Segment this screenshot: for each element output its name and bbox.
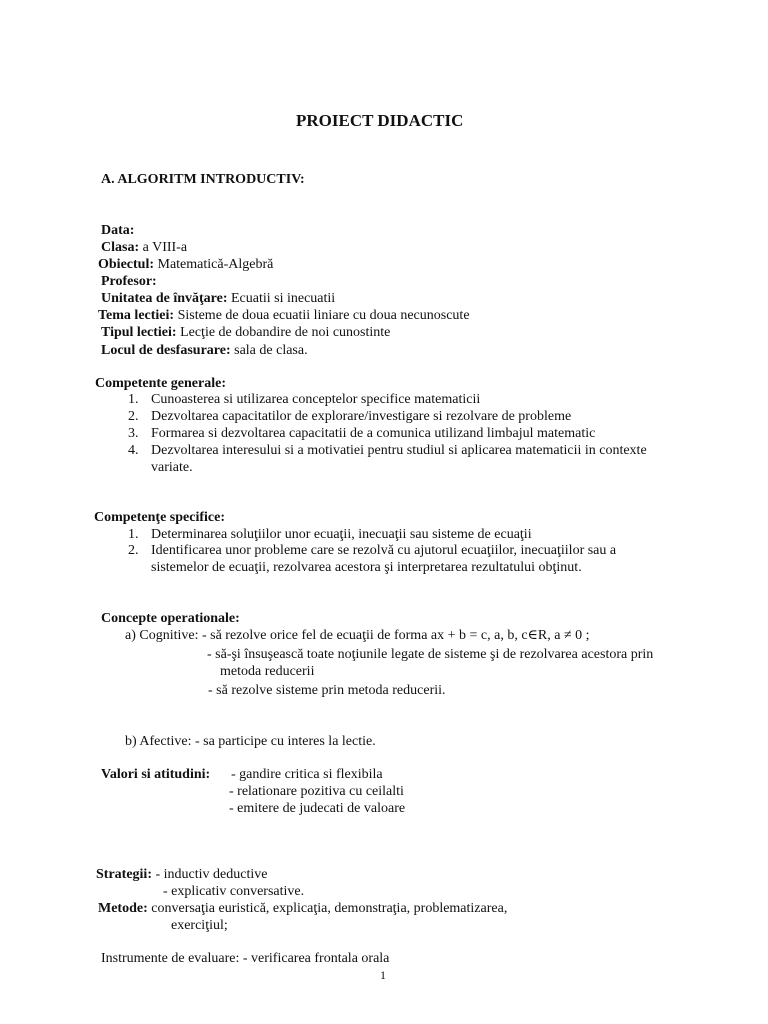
unitatea-label: Unitatea de învăţare: [101, 291, 228, 306]
list-item-num: 2. [128, 409, 139, 424]
clasa-label: Clasa: [101, 240, 140, 255]
valori-item: - relationare pozitiva cu ceilalti [229, 784, 404, 799]
locul-line [101, 342, 308, 359]
list-item-num: 3. [128, 426, 139, 441]
list-item: Dezvoltarea interesului si a motivatiei pentru studiul si aplicarea matematicii in contexte [151, 443, 647, 458]
obiectul-label: Obiectul: [98, 257, 154, 272]
list-item-continuation: variate. [151, 460, 193, 475]
competente-specifice-heading: Competenţe specifice: [94, 510, 226, 525]
tipul-value: Lecţie de dobandire de noi cunostinte [176, 325, 391, 340]
list-item-num: 4. [128, 443, 139, 458]
metode-label: Metode: [98, 901, 148, 916]
list-item: Identificarea unor probleme care se rezolvă cu ajutorul ecuaţiilor, inecuaţiilor sau a [151, 543, 617, 558]
clasa-value: a VIII-a [139, 240, 188, 255]
cognitive-line-3: metoda reducerii [220, 664, 315, 679]
list-item-num: 1. [128, 527, 139, 542]
obiectul-line [98, 256, 273, 273]
list-item: Cunoasterea si utilizarea conceptelor specifice matematicii [151, 392, 481, 407]
tipul-label: Tipul lectiei: [101, 325, 177, 340]
instrumente-line: Instrumente de evaluare: - verificarea frontala orala [101, 951, 390, 966]
list-item-num: 2. [128, 543, 139, 558]
valori-label: Valori si atitudini: [101, 767, 211, 782]
page-number: 1 [380, 968, 386, 982]
list-item-num: 1. [128, 392, 139, 407]
unitatea-line [101, 290, 335, 307]
strategii-line [96, 866, 267, 883]
valori-item: - gandire critica si flexibila [231, 767, 383, 782]
clasa-line [101, 239, 187, 256]
cognitive-line-2: - să-şi însuşească toate noţiunile legate de sisteme şi de rezolvarea acestora prin [207, 647, 654, 662]
list-item-continuation: sistemelor de ecuaţii, rezolvarea acestora şi interpretarea rezultatului obţinut. [151, 560, 582, 575]
page-title: PROIECT DIDACTIC [296, 111, 464, 130]
locul-value: sala de clasa. [230, 343, 308, 358]
locul-label: Locul de desfasurare: [101, 343, 231, 358]
unitatea-value: Ecuatii si inecuatii [227, 291, 336, 306]
afective-line: b) Afective: - sa participe cu interes la lectie. [125, 734, 376, 749]
strategii-value: - inductiv deductive [151, 867, 268, 882]
valori-item: - emitere de judecati de valoare [229, 801, 406, 816]
obiectul-value: Matematică-Algebră [154, 257, 274, 272]
section-a-heading: A. ALGORITM INTRODUCTIV: [101, 172, 305, 187]
strategii-label: Strategii: [96, 867, 152, 882]
tema-label: Tema lectiei: [98, 308, 175, 323]
list-item: Dezvoltarea capacitatilor de explorare/investigare si rezolvare de probleme [151, 409, 572, 424]
concepte-heading: Concepte operationale: [101, 611, 240, 626]
metode-value: conversaţia euristică, explicaţia, demonstraţia, problematizarea, [147, 901, 508, 916]
tema-value: Sisteme de doua ecuatii liniare cu doua necunoscute [174, 308, 470, 323]
strategii-line-2: - explicativ conversative. [163, 884, 305, 899]
list-item: Determinarea soluţiilor unor ecuaţii, inecuaţii sau sisteme de ecuaţii [151, 527, 532, 542]
competente-generale-heading: Competente generale: [95, 376, 227, 391]
data-label: Data: [101, 223, 135, 238]
metode-line [98, 900, 507, 917]
tipul-line [101, 324, 390, 341]
profesor-label: Profesor: [101, 274, 157, 289]
cognitive-line-4: - să rezolve sisteme prin metoda reducerii. [208, 683, 446, 698]
cognitive-line-1: a) Cognitive: - să rezolve orice fel de ecuaţii de forma ax + b = c, a, b, c∈R, a ≠ 0 ; [125, 628, 590, 643]
tema-line [98, 307, 470, 324]
metode-line-2: exerciţiul; [171, 918, 228, 933]
list-item: Formarea si dezvoltarea capacitatii de a comunica utilizand limbajul matematic [151, 426, 596, 441]
